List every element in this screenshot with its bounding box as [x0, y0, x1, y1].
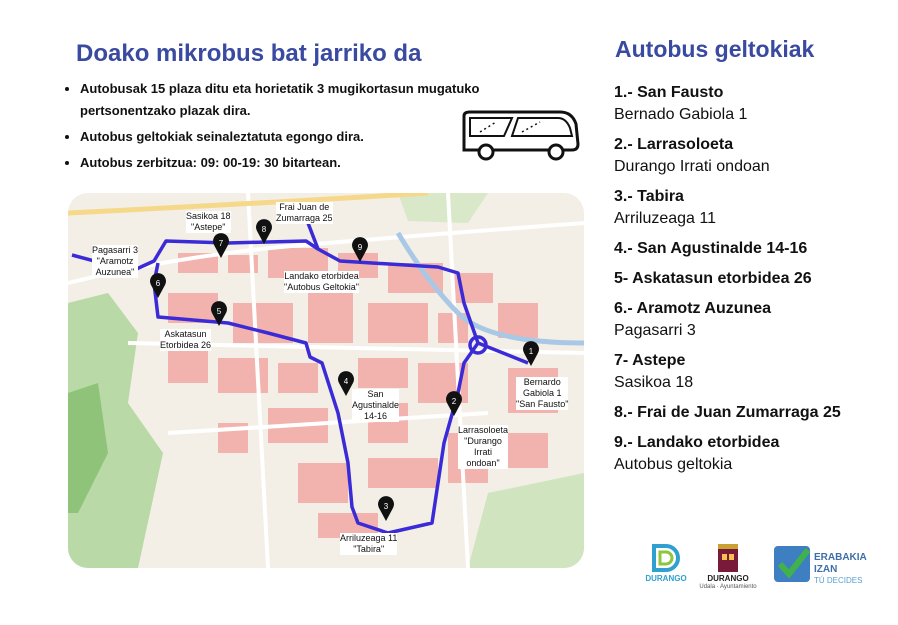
list-item — [614, 350, 884, 394]
stop-detail: Autobus geltokia — [614, 456, 733, 473]
erabakia-check-icon — [772, 544, 812, 584]
list-item: • Autobusak 15 plaza ditu eta horietatik 3 mugikortasun mugatuko pertsonentzako plazak dira. — [80, 78, 520, 122]
durango-crest-icon — [716, 544, 740, 574]
list-item — [614, 82, 884, 126]
durango-crest-text: DURANGO — [707, 574, 749, 583]
label-line: Etorbidea 26 — [160, 340, 212, 350]
stop-name: 4.- San Agustinalde 14-16 — [614, 240, 808, 257]
label-line: ondoan" — [466, 458, 500, 468]
label-line: Landako etorbidea — [284, 271, 359, 281]
stop-name: 1.- San Fausto — [614, 84, 724, 101]
svg-text:6: 6 — [155, 279, 161, 288]
map-pin-9[interactable] — [350, 235, 370, 263]
stop-name: 6.- Aramotz Auzunea — [614, 300, 772, 317]
label-line: Bernardo — [523, 377, 561, 387]
label-line: Frai Juan de — [279, 202, 330, 212]
map-pin-5[interactable] — [209, 299, 229, 327]
stop-name: 7- Astepe — [614, 352, 686, 369]
label-line: "Durango — [464, 436, 502, 446]
map-label-askatasun — [160, 329, 211, 351]
stop-detail: Bernado Gabiola 1 — [614, 106, 748, 123]
info-list — [58, 78, 520, 178]
stops-title: Autobus geltokiak — [615, 36, 815, 62]
erabakia-text-2: IZAN — [814, 564, 838, 575]
label-line: Arriluzeaga 11 — [340, 533, 398, 543]
stop-detail: Arriluzeaga 11 — [614, 210, 716, 227]
map-label-larrasoloeta — [458, 425, 508, 469]
list-item — [614, 268, 884, 290]
map-pin-1[interactable] — [521, 339, 541, 367]
map-label-san-fausto — [516, 377, 568, 410]
label-line: Pagasarri 3 — [92, 245, 139, 255]
stop-detail: Sasikoa 18 — [614, 374, 694, 391]
map-label-san-agustinalde — [352, 389, 399, 422]
map-label-tabira — [340, 533, 397, 555]
list-item — [614, 134, 884, 178]
map-label-zumarraga — [276, 202, 333, 224]
label-line: Irrati — [474, 447, 493, 457]
list-item: • Autobus geltokiak seinaleztatuta egongo dira. — [80, 126, 520, 148]
label-line: 14-16 — [364, 411, 388, 421]
list-item — [614, 238, 884, 260]
label-line: "San Fausto" — [516, 399, 569, 409]
map-pin-2[interactable] — [444, 389, 464, 417]
label-line: Zumarraga 25 — [276, 213, 333, 223]
list-item: • Autobus zerbitzua: 09: 00-19: 30 bitartean. — [80, 152, 520, 174]
erabakia-text-3: TÚ DECIDES — [814, 576, 863, 585]
svg-text:3: 3 — [383, 502, 389, 511]
erabakia-text-1: ERABAKIA — [814, 552, 867, 563]
label-line: "Astepe" — [191, 222, 226, 232]
label-line: "Autobus Geltokia" — [284, 282, 359, 292]
label-line: "Aramotz — [96, 256, 134, 266]
map-pin-3[interactable] — [376, 494, 396, 522]
route-map[interactable] — [68, 193, 584, 568]
svg-text:8: 8 — [261, 225, 267, 234]
page-title: Doako mikrobus bat jarriko da — [76, 40, 422, 67]
label-line: Agustinalde — [352, 400, 400, 410]
stop-name: 9.- Landako etorbidea — [614, 434, 780, 451]
list-item — [614, 186, 884, 230]
list-item — [614, 402, 884, 424]
stop-detail: Durango Irrati ondoan — [614, 158, 770, 175]
svg-text:9: 9 — [357, 243, 363, 252]
bus-icon — [460, 108, 582, 164]
map-pin-6[interactable] — [148, 271, 168, 299]
label-line: Larrasoloeta — [458, 425, 509, 435]
map-pin-8[interactable] — [254, 217, 274, 245]
svg-text:7: 7 — [218, 239, 224, 248]
label-line: San — [367, 389, 384, 399]
stop-name: 8.- Frai de Juan Zumarraga 25 — [614, 404, 841, 421]
svg-text:5: 5 — [216, 307, 222, 316]
label-line: "Tabira" — [353, 544, 385, 554]
svg-text:4: 4 — [343, 377, 349, 386]
map-label-astepe — [186, 211, 231, 233]
label-line: Gabiola 1 — [522, 388, 562, 398]
label-line: Askatasun — [164, 329, 207, 339]
label-line: Auzunea" — [95, 267, 135, 277]
list-item — [614, 298, 884, 342]
stops-list — [614, 82, 884, 484]
durango-crest-subtext: Udala · Ayuntamiento — [699, 584, 757, 590]
stop-name: 5- Askatasun etorbidea 26 — [614, 270, 812, 287]
map-background — [68, 193, 584, 568]
map-label-aramotz — [92, 245, 138, 278]
stop-name: 2.- Larrasoloeta — [614, 136, 734, 153]
map-label-landako — [284, 271, 359, 293]
stop-detail: Pagasarri 3 — [614, 322, 696, 339]
durango-logo-text: DURANGO — [645, 574, 687, 583]
stop-name: 3.- Tabira — [614, 188, 684, 205]
svg-text:2: 2 — [451, 397, 457, 406]
svg-text:1: 1 — [528, 347, 534, 356]
list-item — [614, 432, 884, 476]
durango-logo-icon — [646, 542, 686, 574]
map-pin-7[interactable] — [211, 231, 231, 259]
label-line: Sasikoa 18 — [186, 211, 231, 221]
